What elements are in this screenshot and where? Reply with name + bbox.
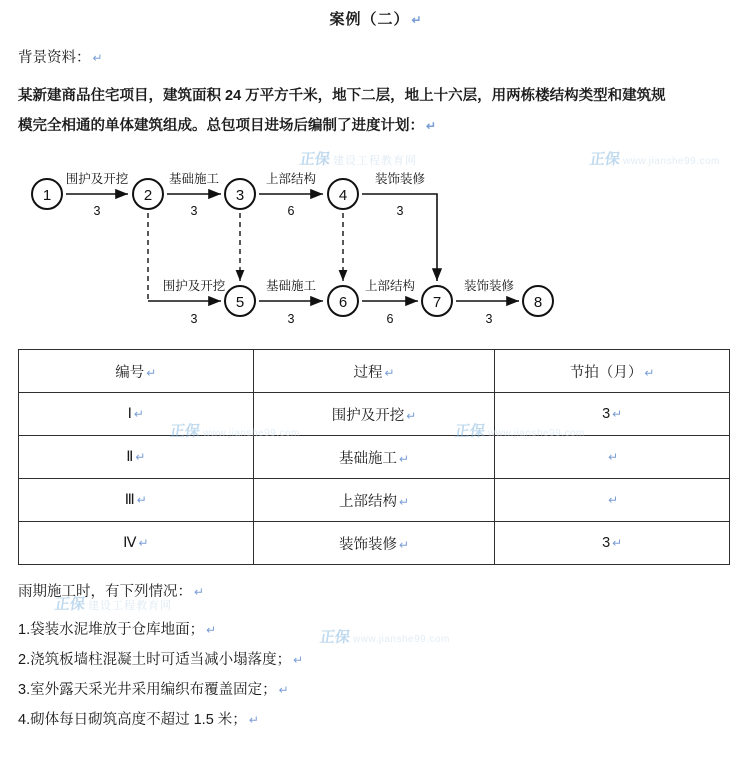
list-item xyxy=(18,645,734,675)
cell-text: 上部结构 xyxy=(338,493,397,510)
pilcrow-mark: ↵ xyxy=(248,713,259,727)
header-text: 编号 xyxy=(115,364,145,381)
watermark-en: www.jianshe99.com xyxy=(353,634,450,645)
cell-text: 3 xyxy=(602,406,611,422)
diagram-arrow-label: 基础施工 xyxy=(265,279,317,293)
watermark-logo: 正保 xyxy=(453,423,487,440)
pilcrow-mark: ↵ xyxy=(194,585,205,599)
pilcrow-mark: ↵ xyxy=(608,493,619,507)
cell-beat xyxy=(495,436,730,479)
cell-text: 围护及开挖 xyxy=(331,407,405,424)
svg-text:7: 7 xyxy=(432,294,442,311)
header-text: 节拍（月） xyxy=(569,364,643,381)
cell-process xyxy=(253,479,495,522)
cell-process xyxy=(253,393,495,436)
cell-process xyxy=(253,522,495,565)
document-page xyxy=(0,8,752,778)
diagram-arrow-duration: 3 xyxy=(190,312,198,326)
pilcrow-mark: ↵ xyxy=(612,407,623,421)
background-label xyxy=(18,43,734,73)
cell-text: Ⅱ xyxy=(126,449,134,465)
process-table xyxy=(18,349,730,565)
rain-section-title xyxy=(18,577,734,607)
pilcrow-mark: ↵ xyxy=(398,494,410,509)
pilcrow-mark: ↵ xyxy=(133,407,144,421)
diagram-arrow-duration: 3 xyxy=(485,312,493,326)
diagram-arrow-duration: 6 xyxy=(386,312,394,326)
diagram-arrow-label: 围护及开挖 xyxy=(65,172,129,186)
table-header-row xyxy=(19,350,730,393)
cell-text: 装饰装修 xyxy=(338,536,397,553)
watermark-cn: 建设工程教育网 xyxy=(333,155,418,167)
svg-text:1: 1 xyxy=(42,187,52,204)
diagram-arrow-label: 上部结构 xyxy=(364,279,416,293)
diagram-arrow-label: 上部结构 xyxy=(265,172,317,186)
pilcrow-mark: ↵ xyxy=(406,408,417,423)
list-item xyxy=(18,705,734,735)
header-text: 过程 xyxy=(353,364,383,381)
cell-beat xyxy=(495,393,730,436)
pilcrow-mark: ↵ xyxy=(92,51,103,65)
list-item-text: 1.袋装水泥堆放于仓库地面； xyxy=(18,622,205,638)
watermark-logo: 正保 xyxy=(298,151,332,168)
list-item xyxy=(18,615,734,645)
pilcrow-mark: ↵ xyxy=(146,365,157,380)
diagram-arrow-duration: 6 xyxy=(287,204,295,218)
background-label-text: 背景资料： xyxy=(18,50,91,66)
watermark-cn: 建设工程教育网 xyxy=(88,600,173,612)
cell-no xyxy=(19,393,254,436)
watermark-en: www.jianshe99.com xyxy=(203,428,300,439)
table-header-cell xyxy=(19,350,254,393)
pilcrow-mark: ↵ xyxy=(411,13,423,27)
watermark-logo: 正保 xyxy=(53,596,87,613)
cell-text: Ⅲ xyxy=(124,492,135,508)
cell-text: 基础施工 xyxy=(338,450,397,467)
pilcrow-mark: ↵ xyxy=(136,493,147,507)
list-item-text: 4.砌体每日砌筑高度不超过 1.5 米； xyxy=(18,712,247,728)
watermark-logo: 正保 xyxy=(318,629,352,646)
svg-text:6: 6 xyxy=(338,294,348,311)
list-item-text: 2.浇筑板墙柱混凝土时可适当减小塌落度； xyxy=(18,652,292,668)
list-item xyxy=(18,675,734,705)
rain-section-title-text: 雨期施工时，有下列情况： xyxy=(18,584,192,600)
cell-beat xyxy=(495,479,730,522)
cell-process xyxy=(253,436,495,479)
table-row xyxy=(19,393,730,436)
background-paragraph-1 xyxy=(18,81,734,111)
table-row xyxy=(19,479,730,522)
network-diagram xyxy=(0,153,752,343)
pilcrow-mark: ↵ xyxy=(426,119,437,133)
pilcrow-mark: ↵ xyxy=(612,536,623,550)
pilcrow-mark: ↵ xyxy=(206,623,217,637)
cell-no xyxy=(19,436,254,479)
cell-text: 3 xyxy=(602,535,611,551)
diagram-arrow-duration: 3 xyxy=(287,312,295,326)
watermark-logo: 正保 xyxy=(588,151,622,168)
pilcrow-mark: ↵ xyxy=(384,365,395,380)
pilcrow-mark: ↵ xyxy=(608,450,619,464)
pilcrow-mark: ↵ xyxy=(135,450,146,464)
list-item-text: 3.室外露天采光井采用编织布覆盖固定； xyxy=(18,682,277,698)
cell-text: Ⅳ xyxy=(123,535,137,551)
pilcrow-mark: ↵ xyxy=(293,653,304,667)
svg-text:3: 3 xyxy=(235,187,245,204)
diagram-arrow-label: 基础施工 xyxy=(168,172,220,186)
svg-text:8: 8 xyxy=(533,294,543,311)
diagram-arrow-duration: 3 xyxy=(396,204,404,218)
diagram-arrow-label: 围护及开挖 xyxy=(162,279,226,293)
pilcrow-mark: ↵ xyxy=(398,451,410,466)
page-title-text: 案例（二） xyxy=(329,11,410,28)
pilcrow-mark: ↵ xyxy=(644,365,655,380)
svg-text:2: 2 xyxy=(143,187,153,204)
cell-text: Ⅰ xyxy=(127,406,132,422)
pilcrow-mark: ↵ xyxy=(138,536,149,550)
diagram-arrow-duration: 3 xyxy=(93,204,101,218)
diagram-arrow-label: 装饰装修 xyxy=(374,172,426,186)
paragraph-text: 模完全相通的单体建筑组成。总包项目进场后编制了进度计划： xyxy=(18,118,424,134)
cell-no xyxy=(19,479,254,522)
watermark-en: www.jianshe99.com xyxy=(488,428,585,439)
watermark-en: www.jianshe99.com xyxy=(623,156,720,167)
pilcrow-mark: ↵ xyxy=(398,537,410,552)
diagram-node-group xyxy=(32,179,553,316)
background-paragraph-2 xyxy=(18,111,734,141)
page-title xyxy=(0,8,752,29)
pilcrow-mark: ↵ xyxy=(278,683,289,697)
paragraph-text: 某新建商品住宅项目，建筑面积 24 万平方千米，地下二层，地上十六层，用两栋楼结构类型和建筑规 xyxy=(18,88,666,104)
table-header-cell xyxy=(253,350,495,393)
svg-text:5: 5 xyxy=(235,294,245,311)
diagram-arrow-duration: 3 xyxy=(190,204,198,218)
table-header-cell xyxy=(495,350,730,393)
svg-text:4: 4 xyxy=(338,187,348,204)
table-row xyxy=(19,436,730,479)
watermark-logo: 正保 xyxy=(168,423,202,440)
cell-no xyxy=(19,522,254,565)
cell-beat xyxy=(495,522,730,565)
diagram-arrow-label: 装饰装修 xyxy=(463,279,515,293)
table-row xyxy=(19,522,730,565)
